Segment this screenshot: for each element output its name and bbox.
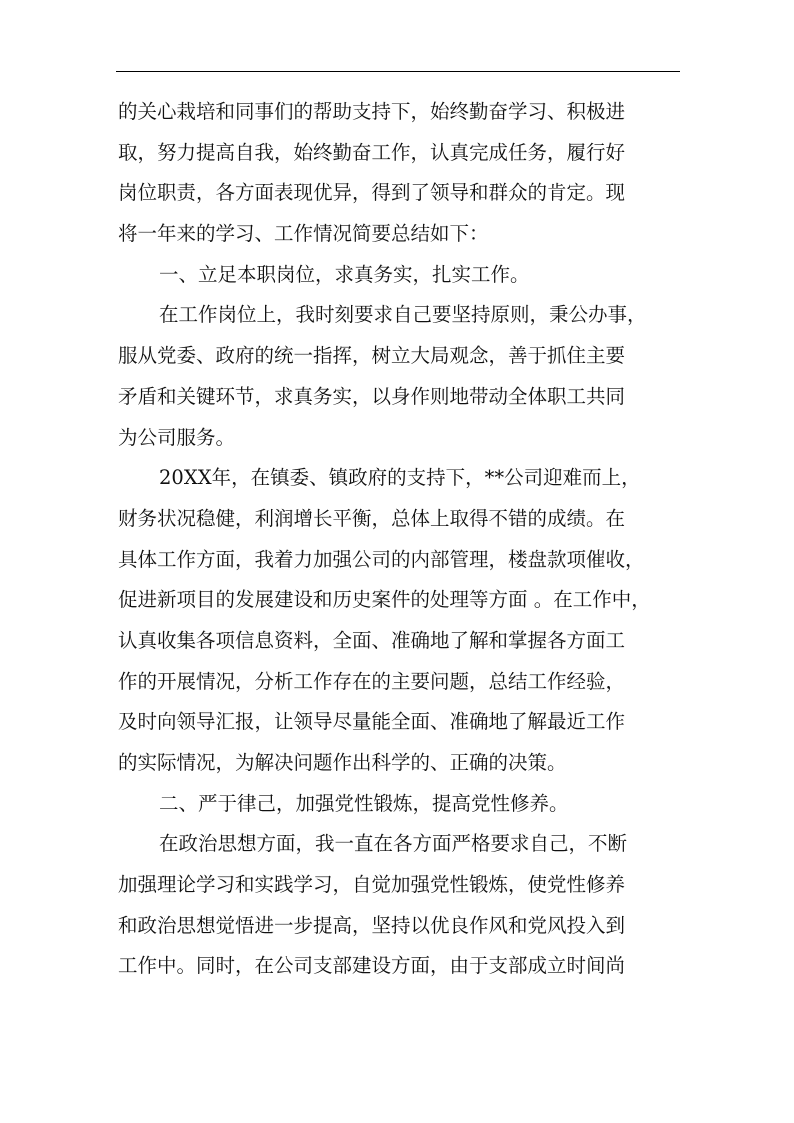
text-line: 服从党委、政府的统一指挥，树立大局观念，善于抓住主要	[118, 344, 626, 368]
text-line: 加强理论学习和实践学习，自觉加强党性锻炼，使党性修养	[118, 873, 626, 897]
text-line: 及时向领导汇报，让领导尽量能全面、准确地了解最近工作	[118, 710, 626, 734]
text-line: 为公司服务。	[118, 425, 236, 449]
text-line: 取，努力提高自我，始终勤奋工作，认真完成任务，履行好	[118, 140, 626, 164]
text-line: 和政治思想觉悟进一步提高，坚持以优良作风和党风投入到	[118, 913, 626, 937]
text-line: 具体工作方面，我着力加强公司的内部管理，楼盘款项催收，	[118, 547, 645, 571]
document-body	[118, 92, 688, 987]
text-line: 在工作岗位上，我时刻要求自己要坚持原则，秉公办事，	[159, 303, 647, 327]
header-rule	[116, 71, 680, 72]
text-line: 将一年来的学习、工作情况简要总结如下：	[118, 222, 489, 246]
text-line: 的关心栽培和同事们的帮助支持下，始终勤奋学习、积极进	[118, 100, 626, 123]
text-line: 的实际情况，为解决问题作出科学的、正确的决策。	[118, 751, 567, 774]
text-line: 财务状况稳健，利润增长平衡，总体上取得不错的成绩。在	[118, 506, 626, 530]
section-heading: 一、立足本职岗位，求真务实，扎实工作。	[159, 262, 530, 286]
section-heading: 二、严于律己，加强党性锻炼，提高党性修养。	[159, 791, 569, 815]
text-line: 矛盾和关键环节，求真务实，以身作则地带动全体职工共同	[118, 384, 626, 408]
text-line: 20XX年，在镇委、镇政府的支持下，**公司迎难而上，	[159, 466, 641, 490]
text-line: 作的开展情况，分析工作存在的主要问题，总结工作经验，	[118, 669, 626, 693]
text-line: 促进新项目的发展建设和历史案件的处理等方面 。在工作中，	[118, 588, 651, 612]
text-line: 岗位职责，各方面表现优异，得到了领导和群众的肯定。现	[118, 181, 626, 205]
text-line: 认真收集各项信息资料，全面、准确地了解和掌握各方面工	[118, 628, 626, 652]
text-line: 在政治思想方面，我一直在各方面严格要求自己，不断	[159, 832, 628, 856]
text-line: 工作中。同时，在公司支部建设方面，由于支部成立时间尚	[118, 954, 626, 978]
